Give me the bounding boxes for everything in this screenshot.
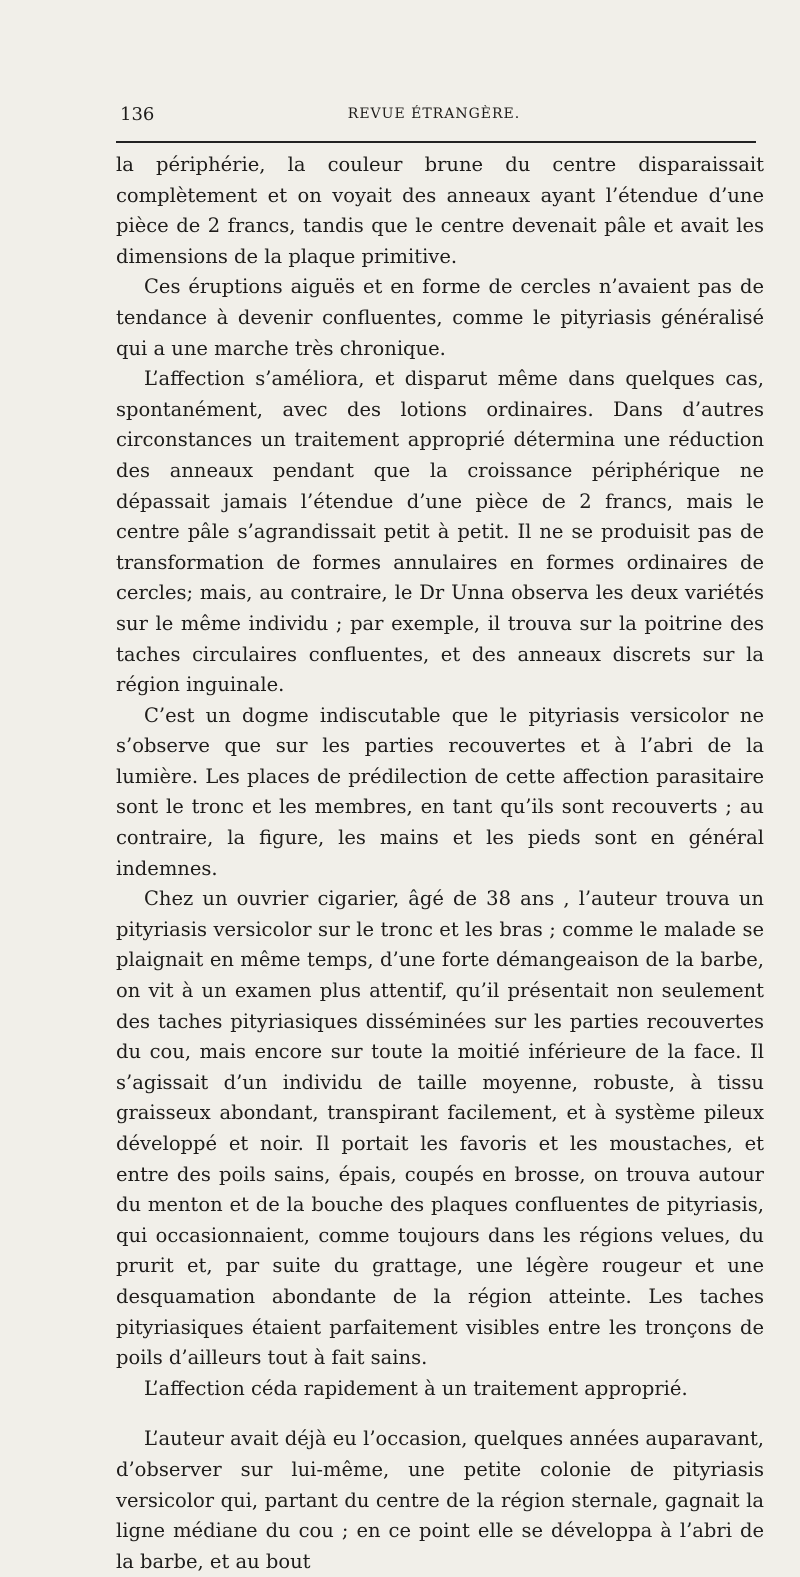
paragraph-4: C’est un dogme indiscutable que le pityriasis versicolor ne s’observe que sur les parties recouvertes et à l’abri de la lumière. Les places de prédilection de cette affection parasitaire sont le tronc et les membres, en tant qu’ils sont recouverts ; au contraire, la figure, les mains et les pieds sont en général indemnes. — [116, 703, 764, 880]
page-header — [114, 104, 754, 132]
paragraph-3: L’affection s’améliora, et disparut même dans quelques cas, spontanément, avec des lotions ordinaires. Dans d’autres circonstances un traitement approprié détermina une réduction des anneaux pendant que la croissance périphérique ne dépassait jamais l’étendue d’une pièce de 2 francs, mais le centre pâle s’agrandissait petit à petit. Il ne se produisit pas de transformation de formes annulaires en formes ordinaires de cercles; mais, au contraire, le Dr Unna observa les deux variétés sur le même individu ; par exemple, il trouva sur la poitrine des taches circulaires confluentes, et des anneaux discrets sur la région inguinale. — [116, 367, 764, 697]
header-rule — [116, 141, 756, 143]
paragraph-1: la périphérie, la couleur brune du centre disparaissait complètement et on voyait des anneaux ayant l’étendue d’une pièce de 2 francs, tandis que le centre devenait pâle et avait les dimensions de la plaque primitive. — [116, 153, 764, 268]
page-number: 136 — [120, 104, 155, 125]
paragraph-7: L’auteur avait déjà eu l’occasion, quelques années auparavant, d’observer sur lui-même, une petite colonie de pityriasis versicolor qui, partant du centre de la région sternale, gagnait la ligne médiane du cou ; en ce point elle se développa à l’abri de la barbe, et au bout — [116, 1427, 764, 1573]
running-title: REVUE ÉTRANGÈRE. — [347, 106, 521, 122]
paragraph-2: Ces éruptions aiguës et en forme de cercles n’avaient pas de tendance à devenir confluentes, comme le pityriasis généralisé qui a une marche très chronique. — [116, 275, 764, 360]
body-text — [116, 150, 764, 1577]
paragraph-5: Chez un ouvrier cigarier, âgé de 38 ans , l’auteur trouva un pityriasis versicolor sur le tronc et les bras ; comme le malade se plaignait en même temps, d’une forte démangeaison de la barbe, on vit à un examen plus attentif, qu’il présentait non seulement des taches pityriasiques disséminées sur les parties recouvertes du cou, mais encore sur toute la moitié inférieure de la face. Il s’agissait d’un individu de taille moyenne, robuste, à tissu graisseux abondant, transpirant facilement, et à système pileux développé et noir. Il portait les favoris et les moustaches, et entre des poils sains, épais, coupés en brosse, on trouva autour du menton et de la bouche des plaques confluentes de pityriasis, qui occasionnaient, comme toujours dans les régions velues, du prurit et, par suite du grattage, une légère rougeur et une desquamation abondante de la région atteinte. Les taches pityriasiques étaient parfaitement visibles entre les tronçons de poils d’ailleurs tout à fait sains. — [116, 887, 764, 1370]
paragraph-6: L’affection céda rapidement à un traitement approprié. — [144, 1376, 688, 1400]
